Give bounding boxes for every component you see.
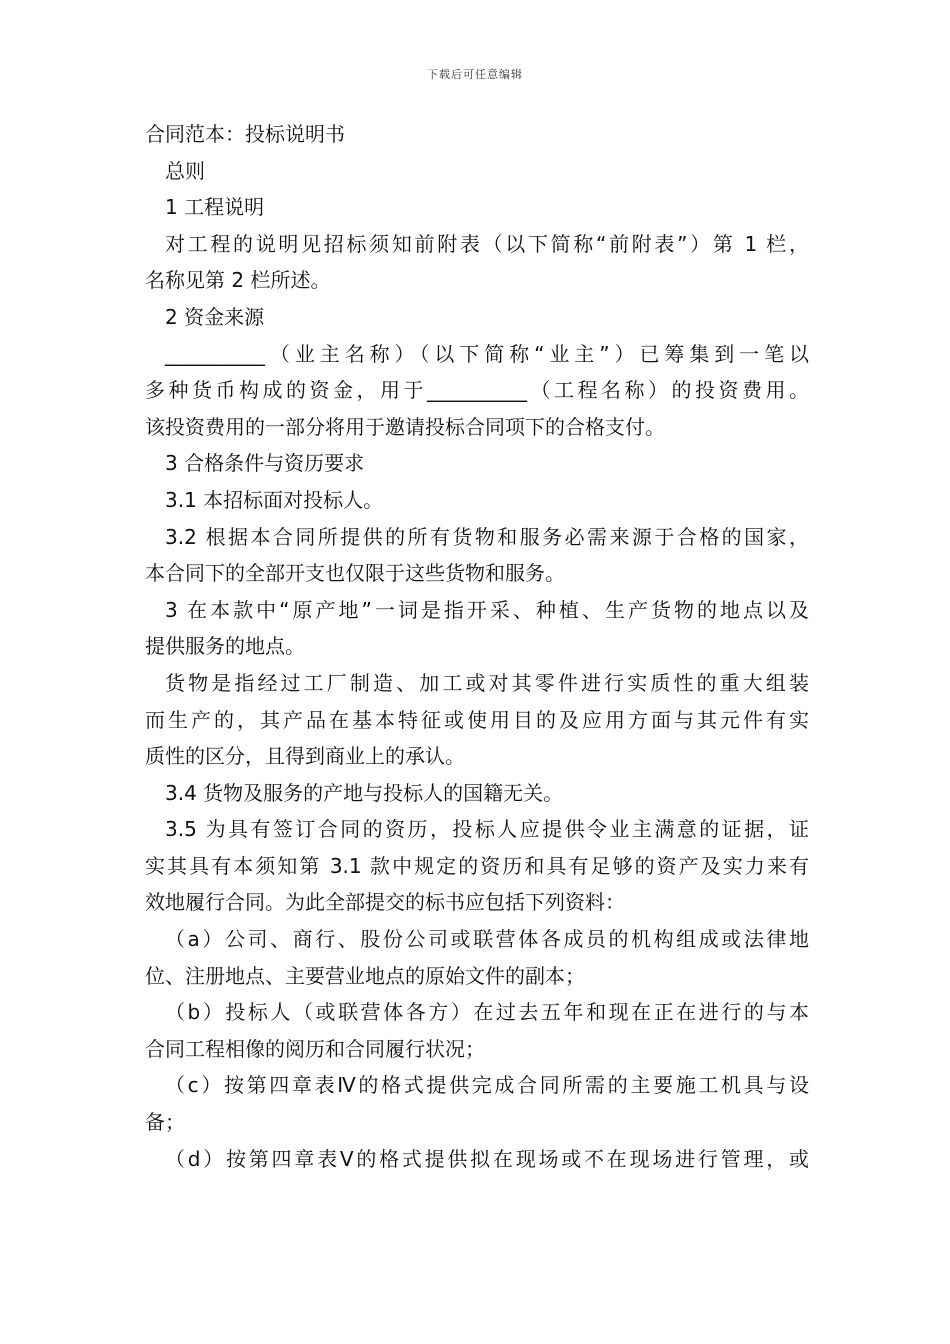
text-line: 名称见第 2 栏所述。 [145,268,331,293]
page-header-note: 下载后可任意编辑 [427,68,523,81]
document-body [145,116,809,1177]
text-line: 1 工程说明 [165,195,265,220]
text-line: 货物是指经过工厂制造、加工或对其零件进行实质性的重大组装 [165,670,809,695]
text-line: 质性的区分，且得到商业上的承认。 [145,744,465,769]
text-line: 2 资金来源 [165,304,265,329]
text-line: 该投资费用的一部分将用于邀请投标合同项下的合格支付。 [145,414,665,439]
text-line: 3 合格条件与资历要求 [165,451,365,476]
text-line: 合同工程相像的阅历和合同履行状况； [145,1036,485,1061]
text-line: __________（业主名称）（以下简称“业主”）已筹集到一笔以 [165,341,809,366]
text-line: 3.1 本招标面对投标人。 [165,487,384,512]
text-line: 而生产的，其产品在基本特征或使用目的及应用方面与其元件有实 [145,707,809,732]
text-line: （c）按第四章表Ⅳ的格式提供完成合同所需的主要施工机具与设 [165,1073,809,1098]
text-line: 备； [145,1110,185,1135]
text-line: 效地履行合同。为此全部提交的标书应包括下列资料： [145,890,625,915]
text-line: 位、注册地点、主要营业地点的原始文件的副本； [145,963,585,988]
text-line: 3 在本款中“原产地”一词是指开采、种植、生产货物的地点以及 [165,597,809,622]
text-line: 对工程的说明见招标须知前附表（以下简称“前附表”）第 1 栏， [165,231,809,256]
text-line: 3.2 根据本合同所提供的所有货物和服务必需来源于合格的国家， [165,524,809,549]
text-line: （d）按第四章表Ⅴ的格式提供拟在现场或不在现场进行管理，或 [165,1146,809,1171]
text-line: 本合同下的全部开支也仅限于这些货物和服务。 [145,561,565,586]
text-line: 总则 [165,158,205,183]
text-line: 3.5 为具有签订合同的资历，投标人应提供令业主满意的证据，证 [165,817,809,842]
text-line: （a）公司、商行、股份公司或联营体各成员的机构组成或法律地 [165,927,809,952]
text-line: 3.4 货物及服务的产地与投标人的国籍无关。 [165,780,564,805]
text-line: 实其具有本须知第 3.1 款中规定的资历和具有足够的资产及实力来有 [145,853,809,878]
text-line: 提供服务的地点。 [145,634,305,659]
text-line: （b）投标人（或联营体各方）在过去五年和现在正在进行的与本 [165,1000,809,1025]
text-line: 多种货币构成的资金，用于__________（工程名称）的投资费用。 [145,378,809,403]
document-title: 合同范本：投标说明书 [145,122,345,146]
